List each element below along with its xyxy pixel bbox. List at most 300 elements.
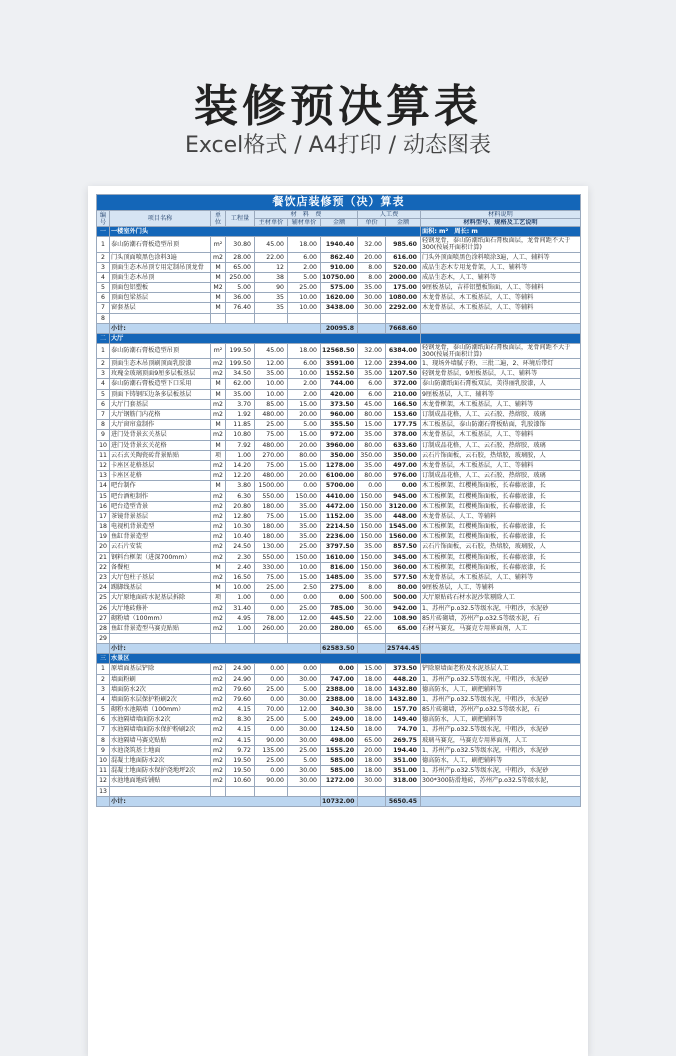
cell-qty: 28.00 xyxy=(226,252,255,262)
cell-material-amount: 6100.00 xyxy=(321,471,358,481)
table-row xyxy=(97,399,581,409)
table-row xyxy=(97,735,581,745)
cell-unit xyxy=(211,313,226,323)
cell-material-amount: 2236.00 xyxy=(321,532,358,542)
cell-labor-amount: 1080.00 xyxy=(386,293,421,303)
page-title: 装修预决算表 xyxy=(194,81,482,132)
budget-table xyxy=(96,194,581,807)
cell-qty: 19.50 xyxy=(226,766,255,776)
cell-item-name: 吧台造型背景 xyxy=(110,501,211,511)
cell-qty: 2.40 xyxy=(226,562,255,572)
cell-description: 9厘板基层，吉祥铝塑板饰面，人工、等辅料 xyxy=(421,283,581,293)
subtotal-spacer xyxy=(97,644,110,654)
cell-labor-amount: 153.60 xyxy=(386,410,421,420)
cell-description: 成品生态木，人工、辅料等 xyxy=(421,272,581,282)
cell-main-price: 70.00 xyxy=(255,705,288,715)
cell-aux-price: 2.00 xyxy=(288,389,321,399)
cell-qty: 4.15 xyxy=(226,725,255,735)
cell-aux-price: 20.00 xyxy=(288,623,321,633)
cell-qty: 7.92 xyxy=(226,440,255,450)
cell-unit: m2 xyxy=(211,603,226,613)
cell-qty: 76.40 xyxy=(226,303,255,313)
cell-main-price: 85.00 xyxy=(255,399,288,409)
cell-labor-price: 350.00 xyxy=(358,450,386,460)
cell-labor-amount: 976.00 xyxy=(386,471,421,481)
cell-aux-price: 5.00 xyxy=(288,684,321,694)
cell-aux-price: 15.00 xyxy=(288,573,321,583)
cell-labor-price: 18.00 xyxy=(358,725,386,735)
cell-no: 2 xyxy=(97,674,110,684)
cell-material-amount: 1278.00 xyxy=(321,460,358,470)
cell-material-amount: 960.00 xyxy=(321,410,358,420)
cell-description: 大厅原贴砖石材水泥沙浆剔除人工 xyxy=(421,593,581,603)
cell-item-name xyxy=(110,313,211,323)
cell-labor-amount: 577.50 xyxy=(386,573,421,583)
cell-no: 29 xyxy=(97,634,110,644)
cell-main-price: 10.00 xyxy=(255,389,288,399)
cell-main-price: 0.00 xyxy=(255,725,288,735)
subtotal-row xyxy=(97,644,581,654)
table-row xyxy=(97,583,581,593)
cell-main-price: 0.00 xyxy=(255,664,288,674)
cell-aux-price: 35.00 xyxy=(288,501,321,511)
cell-main-price: 180.00 xyxy=(255,532,288,542)
cell-main-price: 0.00 xyxy=(255,766,288,776)
cell-qty: 62.00 xyxy=(226,379,255,389)
cell-aux-price: 80.00 xyxy=(288,450,321,460)
cell-no: 14 xyxy=(97,481,110,491)
cell-material-amount: 420.00 xyxy=(321,389,358,399)
cell-labor-amount: 269.75 xyxy=(386,735,421,745)
cell-main-price: 180.00 xyxy=(255,522,288,532)
table-row xyxy=(97,684,581,694)
cell-main-price: 12 xyxy=(255,262,288,272)
cell-material-amount: 862.40 xyxy=(321,252,358,262)
cell-unit: M xyxy=(211,389,226,399)
cell-unit: m2 xyxy=(211,501,226,511)
cell-unit: m2 xyxy=(211,410,226,420)
cell-material-amount: 0.00 xyxy=(321,593,358,603)
cell-material-amount: 585.00 xyxy=(321,756,358,766)
cell-aux-price: 20.00 xyxy=(288,440,321,450)
cell-aux-price: 0.00 xyxy=(288,481,321,491)
cell-item-name: 大厅门套基层 xyxy=(110,399,211,409)
table-row xyxy=(97,511,581,521)
cell-labor-price: 150.00 xyxy=(358,501,386,511)
cell-no: 7 xyxy=(97,303,110,313)
cell-no: 28 xyxy=(97,623,110,633)
cell-labor-price: 80.00 xyxy=(358,471,386,481)
cell-description: 9厘板基层，人工、辅料等 xyxy=(421,389,581,399)
cell-material-amount: 275.00 xyxy=(321,583,358,593)
cell-qty: 199.50 xyxy=(226,343,255,358)
subtotal-spacer xyxy=(358,323,386,333)
cell-unit: m2 xyxy=(211,369,226,379)
cell-qty: 24.90 xyxy=(226,674,255,684)
cell-description: 德高防水，人工，刷把辅料等 xyxy=(421,756,581,766)
cell-main-price: 0.00 xyxy=(255,593,288,603)
cell-unit: m2 xyxy=(211,399,226,409)
cell-no: 11 xyxy=(97,450,110,460)
cell-unit: m2 xyxy=(211,359,226,369)
cell-unit: m2 xyxy=(211,715,226,725)
cell-item-name: 混凝土地面防水2次 xyxy=(110,756,211,766)
cell-aux-price: 30.00 xyxy=(288,766,321,776)
cell-labor-amount: 448.00 xyxy=(386,511,421,521)
cell-aux-price: 10.00 xyxy=(288,303,321,313)
table-row xyxy=(97,450,581,460)
table-row xyxy=(97,283,581,293)
cell-no: 2 xyxy=(97,359,110,369)
cell-item-name xyxy=(110,634,211,644)
section-note xyxy=(421,654,581,664)
cell-qty: 10.40 xyxy=(226,532,255,542)
cell-aux-price: 6.00 xyxy=(288,252,321,262)
cell-labor-price: 6.00 xyxy=(358,379,386,389)
cell-main-price: 480.00 xyxy=(255,440,288,450)
cell-no: 8 xyxy=(97,735,110,745)
cell-labor-amount: 3120.00 xyxy=(386,501,421,511)
cell-labor-amount: 351.00 xyxy=(386,766,421,776)
cell-unit: m2 xyxy=(211,776,226,786)
cell-labor-price: 35.00 xyxy=(358,460,386,470)
cell-item-name: 泰山防潮石膏板造型下口采用 xyxy=(110,379,211,389)
cell-description: 轻钢龙骨，泰山防潮纸面石膏板面层，龙骨间距不大于300(按展开面积计算) xyxy=(421,343,581,358)
cell-item-name: 水池隔墙墙面防水保护粉刷2次 xyxy=(110,725,211,735)
cell-description: 木工板框架，红樱桃饰面板，长春藤底漆，长 xyxy=(421,532,581,542)
table-row xyxy=(97,460,581,470)
table-row xyxy=(97,593,581,603)
table-body xyxy=(97,227,581,807)
cell-main-price xyxy=(255,313,288,323)
cell-qty: 8.30 xyxy=(226,715,255,725)
cell-no: 23 xyxy=(97,573,110,583)
table-row xyxy=(97,272,581,282)
cell-aux-price: 15.00 xyxy=(288,511,321,521)
cell-labor-price: 8.00 xyxy=(358,262,386,272)
cell-labor-price: 20.00 xyxy=(358,252,386,262)
cell-labor-price: 35.00 xyxy=(358,542,386,552)
cell-material-amount: 10750.00 xyxy=(321,272,358,282)
cell-aux-price: 2.50 xyxy=(288,583,321,593)
header-desc: 材料型号、规格及工艺说明 xyxy=(421,219,581,227)
cell-item-name: 云石片安装 xyxy=(110,542,211,552)
subtotal-labor-amount: 7668.60 xyxy=(386,323,421,333)
cell-item-name: 墙面防水2次 xyxy=(110,684,211,694)
cell-material-amount: 2388.00 xyxy=(321,684,358,694)
cell-labor-amount: 497.00 xyxy=(386,460,421,470)
table-row xyxy=(97,705,581,715)
cell-qty: 79.60 xyxy=(226,684,255,694)
cell-labor-amount: 1432.80 xyxy=(386,684,421,694)
cell-no: 11 xyxy=(97,766,110,776)
cell-labor-price: 18.00 xyxy=(358,674,386,684)
cell-item-name: 鱼缸背景造型 xyxy=(110,532,211,542)
table-row xyxy=(97,756,581,766)
table-row xyxy=(97,359,581,369)
cell-labor-price: 22.00 xyxy=(358,613,386,623)
cell-description: 木工板框架，红樱桃饰面板，长春藤底漆，长 xyxy=(421,522,581,532)
cell-no: 7 xyxy=(97,410,110,420)
cell-labor-price: 65.00 xyxy=(358,623,386,633)
header-labor-price: 单价 xyxy=(358,219,386,227)
cell-aux-price: 10.00 xyxy=(288,293,321,303)
cell-no: 7 xyxy=(97,725,110,735)
cell-item-name: 云石玄关陶瓷砖背景贴贴 xyxy=(110,450,211,460)
cell-item-name: 水池隔墙马赛克贴贴 xyxy=(110,735,211,745)
subtotal-spacer xyxy=(358,644,386,654)
cell-labor-amount: 372.00 xyxy=(386,379,421,389)
cell-material-amount: 340.30 xyxy=(321,705,358,715)
cell-main-price: 22.00 xyxy=(255,252,288,262)
section-name: 一楼室外门头 xyxy=(110,227,421,237)
cell-labor-amount: 149.40 xyxy=(386,715,421,725)
cell-labor-amount: 80.00 xyxy=(386,583,421,593)
cell-description: 成品生态木专用龙骨架，人工、辅料等 xyxy=(421,262,581,272)
cell-item-name: 顶面下铸钢压边条多层板基层 xyxy=(110,389,211,399)
cell-labor-price: 32.00 xyxy=(358,237,386,252)
cell-labor-price: 38.00 xyxy=(358,705,386,715)
cell-main-price: 78.00 xyxy=(255,613,288,623)
subtotal-spacer xyxy=(97,796,110,806)
cell-qty: 250.00 xyxy=(226,272,255,282)
cell-unit: m2 xyxy=(211,532,226,542)
cell-description: 石材马赛克，马赛克专用界面剂，人工 xyxy=(421,623,581,633)
cell-main-price: 480.00 xyxy=(255,410,288,420)
table-row xyxy=(97,440,581,450)
cell-main-price: 45.00 xyxy=(255,237,288,252)
cell-no: 12 xyxy=(97,460,110,470)
cell-main-price: 1500.00 xyxy=(255,481,288,491)
cell-description xyxy=(421,786,581,796)
cell-unit: M xyxy=(211,440,226,450)
cell-main-price: 180.00 xyxy=(255,501,288,511)
cell-material-amount: 2214.50 xyxy=(321,522,358,532)
cell-material-amount: 12568.50 xyxy=(321,343,358,358)
cell-item-name: 门头顶面喷黑色涂料3遍 xyxy=(110,252,211,262)
cell-aux-price: 30.00 xyxy=(288,674,321,684)
cell-labor-amount: 448.20 xyxy=(386,674,421,684)
cell-qty: 65.00 xyxy=(226,262,255,272)
cell-no: 9 xyxy=(97,745,110,755)
cell-labor-amount: 520.00 xyxy=(386,262,421,272)
cell-item-name: 电视机背景造型 xyxy=(110,522,211,532)
header-item: 项目名称 xyxy=(110,211,211,227)
table-row xyxy=(97,491,581,501)
cell-no: 1 xyxy=(97,664,110,674)
cell-aux-price: 150.00 xyxy=(288,491,321,501)
cell-no: 6 xyxy=(97,399,110,409)
cell-description: 1、苏州产p.o32.5等级水泥，中粗沙，水泥砂 xyxy=(421,745,581,755)
table-row xyxy=(97,694,581,704)
cell-item-name: 大厅原地面砖水泥基层拆除 xyxy=(110,593,211,603)
table-row xyxy=(97,745,581,755)
subtotal-labor-amount: 25744.45 xyxy=(387,645,420,653)
cell-qty: 16.50 xyxy=(226,573,255,583)
cell-aux-price: 25.00 xyxy=(288,542,321,552)
cell-material-amount: 785.00 xyxy=(321,603,358,613)
cell-no: 4 xyxy=(97,272,110,282)
cell-aux-price: 35.00 xyxy=(288,522,321,532)
table-row xyxy=(97,766,581,776)
cell-qty: 1.00 xyxy=(226,623,255,633)
cell-unit: m2 xyxy=(211,766,226,776)
cell-labor-price: 6.00 xyxy=(358,389,386,399)
cell-qty: 3.80 xyxy=(226,481,255,491)
cell-aux-price: 25.00 xyxy=(288,283,321,293)
cell-main-price: 25.00 xyxy=(255,420,288,430)
cell-item-name: 吧台制作 xyxy=(110,481,211,491)
cell-labor-amount: 108.90 xyxy=(386,613,421,623)
cell-qty: 24.90 xyxy=(226,664,255,674)
cell-material-amount: 280.00 xyxy=(321,623,358,633)
cell-qty: 10.60 xyxy=(226,776,255,786)
cell-aux-price: 150.00 xyxy=(288,552,321,562)
cell-no: 8 xyxy=(97,420,110,430)
cell-unit: M xyxy=(211,303,226,313)
cell-aux-price: 12.00 xyxy=(288,613,321,623)
cell-no: 26 xyxy=(97,603,110,613)
cell-material-amount: 124.50 xyxy=(321,725,358,735)
cell-description: 轻钢龙骨，泰山防潮纸面石膏板面层，龙骨间距不大于300(按展开面积计算) xyxy=(421,237,581,252)
cell-qty: 31.40 xyxy=(226,603,255,613)
cell-labor-amount: 6384.00 xyxy=(386,343,421,358)
cell-no: 8 xyxy=(97,313,110,323)
cell-main-price: 480.00 xyxy=(255,471,288,481)
section-name: 水景区 xyxy=(110,654,421,664)
cell-aux-price: 5.00 xyxy=(288,756,321,766)
cell-material-amount: 4410.00 xyxy=(321,491,358,501)
cell-main-price: 90 xyxy=(255,283,288,293)
cell-main-price: 75.00 xyxy=(255,511,288,521)
subtotal-labor-amount: 5650.45 xyxy=(386,796,421,806)
cell-main-price: 75.00 xyxy=(255,430,288,440)
cell-main-price: 10.00 xyxy=(255,379,288,389)
cell-qty: 9.72 xyxy=(226,745,255,755)
cell-unit: m2 xyxy=(211,491,226,501)
cell-item-name: 大厅钢筋门内花格 xyxy=(110,410,211,420)
cell-unit: m2 xyxy=(211,745,226,755)
cell-labor-amount xyxy=(386,313,421,323)
cell-description: 木龙骨基层，木工板基层，人工、辅料等 xyxy=(421,573,581,583)
cell-labor-price: 30.00 xyxy=(358,303,386,313)
cell-description: 木龙骨基层，木工板基层，人工、等辅料 xyxy=(421,460,581,470)
cell-labor-amount: 194.40 xyxy=(386,745,421,755)
cell-labor-amount: 633.60 xyxy=(386,440,421,450)
cell-unit: m2 xyxy=(211,252,226,262)
cell-main-price: 25.00 xyxy=(255,756,288,766)
cell-main-price: 25.00 xyxy=(255,684,288,694)
cell-material-amount: 1610.00 xyxy=(321,552,358,562)
cell-qty: 3.70 xyxy=(226,399,255,409)
cell-description: 木龙骨基层、人工、等辅料 xyxy=(421,511,581,521)
cell-description: 木工板框架，红樱桃饰面板，长春藤底漆，长 xyxy=(421,501,581,511)
cell-aux-price xyxy=(288,634,321,644)
cell-labor-amount: 2292.00 xyxy=(386,303,421,313)
cell-qty: 20.80 xyxy=(226,501,255,511)
cell-material-amount: 972.00 xyxy=(321,430,358,440)
cell-description: 木工板框架、红樱桃饰面板，长春藤底漆，长 xyxy=(421,481,581,491)
cell-aux-price: 2.00 xyxy=(288,262,321,272)
cell-qty: 199.50 xyxy=(226,359,255,369)
cell-no: 19 xyxy=(97,532,110,542)
cell-labor-price: 18.00 xyxy=(358,766,386,776)
cell-qty: 1.92 xyxy=(226,410,255,420)
cell-unit: m² xyxy=(211,237,226,252)
cell-item-name: 吧台酒柜制作 xyxy=(110,491,211,501)
cell-aux-price: 15.00 xyxy=(288,430,321,440)
cell-main-price xyxy=(255,634,288,644)
header-unit: 单位 xyxy=(211,211,226,227)
cell-labor-price: 30.00 xyxy=(358,603,386,613)
cell-labor-price: 32.00 xyxy=(358,343,386,358)
cell-aux-price: 5.00 xyxy=(288,272,321,282)
cell-no: 1 xyxy=(97,237,110,252)
cell-item-name: 玫瑰金玻璃顶面9厘多层板基层 xyxy=(110,369,211,379)
cell-no: 5 xyxy=(97,389,110,399)
cell-labor-amount: 2394.00 xyxy=(386,359,421,369)
header-material-group: 材 料 费 xyxy=(255,211,358,219)
cell-description: 85片砖砌墙，苏州产p.o32.5等级水泥，石 xyxy=(421,705,581,715)
cell-no: 25 xyxy=(97,593,110,603)
cell-labor-amount: 0.00 xyxy=(386,481,421,491)
cell-labor-price: 35.00 xyxy=(358,511,386,521)
cell-labor-price: 0.00 xyxy=(358,481,386,491)
subtotal-material-amount: 62583.50 xyxy=(321,644,358,654)
cell-no: 5 xyxy=(97,705,110,715)
cell-no: 9 xyxy=(97,430,110,440)
cell-unit: m2 xyxy=(211,623,226,633)
cell-unit: m2 xyxy=(211,511,226,521)
cell-description: 85片砖砌墙，苏州产p.o32.5等级水泥，石 xyxy=(421,613,581,623)
header-labor-amount: 金额 xyxy=(386,219,421,227)
cell-material-amount: 816.00 xyxy=(321,562,358,572)
cell-no: 20 xyxy=(97,542,110,552)
cell-item-name: 墙面粉刷 xyxy=(110,674,211,684)
subtotal-spacer xyxy=(421,323,581,333)
cell-labor-amount: 1560.00 xyxy=(386,532,421,542)
cell-material-amount: 355.50 xyxy=(321,420,358,430)
cell-no: 13 xyxy=(97,786,110,796)
section-header xyxy=(97,227,581,237)
cell-material-amount: 498.00 xyxy=(321,735,358,745)
cell-item-name: 泰山防潮石膏板造型吊顶 xyxy=(110,343,211,358)
cell-main-price: 75.00 xyxy=(255,573,288,583)
cell-description: 德高防水，人工，刷把辅料等 xyxy=(421,715,581,725)
cell-unit: m2 xyxy=(211,705,226,715)
cell-qty: 5.00 xyxy=(226,283,255,293)
cell-unit: m2 xyxy=(211,542,226,552)
cell-no: 1 xyxy=(97,343,110,358)
cell-description: 门头外顶面喷黑色涂料喷涂3遍，人工、辅料等 xyxy=(421,252,581,262)
cell-aux-price: 10.00 xyxy=(288,369,321,379)
cell-item-name: 茶镜背景基层 xyxy=(110,511,211,521)
section-name: 大厅 xyxy=(110,333,421,343)
cell-item-name: 进门处背景玄关花格 xyxy=(110,440,211,450)
section-note: 面积: m² 周长: m xyxy=(421,227,581,237)
cell-material-amount xyxy=(321,313,358,323)
table-row xyxy=(97,664,581,674)
table-row xyxy=(97,501,581,511)
cell-material-amount: 744.00 xyxy=(321,379,358,389)
cell-qty: 14.20 xyxy=(226,460,255,470)
cell-unit: m2 xyxy=(211,460,226,470)
cell-material-amount: 575.00 xyxy=(321,283,358,293)
cell-material-amount: 585.00 xyxy=(321,766,358,776)
header-material-desc-group: 材料说明 xyxy=(421,211,581,219)
cell-qty xyxy=(226,634,255,644)
cell-unit: m2 xyxy=(211,552,226,562)
